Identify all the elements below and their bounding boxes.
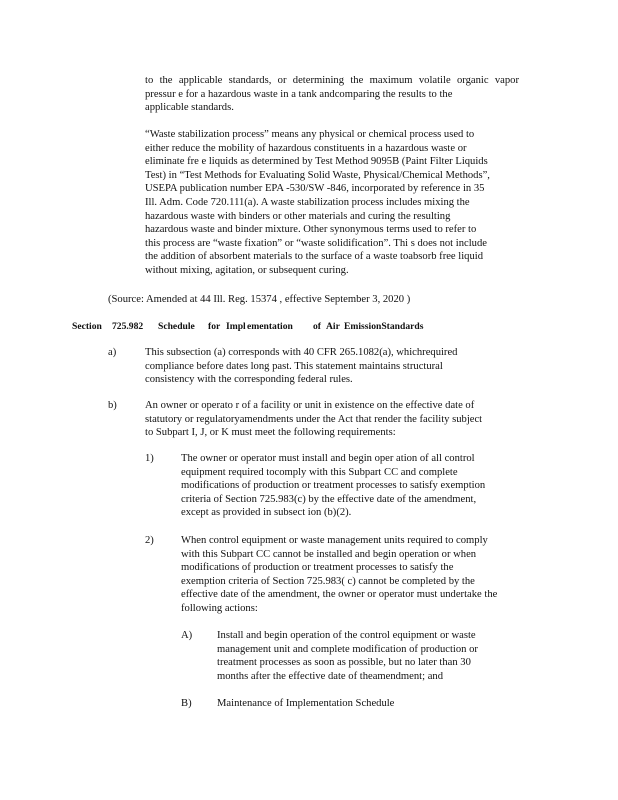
text-line: Test) in “Test Methods for Evaluating Solid Waste, Physical/Chemical Methods”, [145, 169, 490, 181]
text-line: this process are “waste fixation” or “waste solidification”. Thi s does not include [145, 237, 487, 249]
section-title-word: for [208, 321, 221, 332]
text-line: modifications of production or treatment processes to satisfy the [181, 562, 454, 574]
text-line: with this Subpart CC cannot be installed and begin operation or when [181, 548, 477, 560]
text-line: either reduce the mobility of hazardous constituents in a hazardous waste or [145, 142, 467, 154]
section-title-word: Schedule [158, 321, 195, 332]
definition-paragraph [145, 128, 525, 278]
item-1-marker: 1) [145, 453, 154, 464]
text-line: eliminate fre e liquids as determined by Test Method 9095B (Paint Filter Liquids [145, 156, 488, 168]
text-line: statutory or regulatoryamendments under the Act that render the facility subject [145, 413, 483, 425]
subitem-b-marker: B) [181, 698, 192, 709]
text-line: hazardous waste with binders or other materials and curing the resulting [145, 210, 451, 222]
section-title-word: Air [326, 321, 340, 332]
text-line: the addition of absorbent materials to the surface of a waste toabsorb free liquid [145, 251, 484, 263]
text-line: except as provided in subsect ion (b)(2). [181, 507, 352, 519]
text-line: When control equipment or waste management units required to comply [181, 535, 488, 546]
text-line: hazardous waste and binder mixture. Other synonymous terms used to refer to [145, 224, 477, 236]
text-line: management unit and complete modification of production or [217, 643, 478, 655]
text-line: treatment processes as soon as possible, but no later than 30 [217, 657, 471, 669]
item-2-text [181, 534, 539, 616]
item-2-marker: 2) [145, 535, 154, 546]
text-line: USEPA publication number EPA -530/SW -846, incorporated by reference in 35 [145, 183, 485, 195]
text-line: effective date of the amendment, the owner or operator must undertake the [181, 589, 498, 601]
subsection-a-text [145, 346, 505, 387]
text-line: The owner or operator must install and begin oper ation of all control [181, 453, 475, 464]
text-line: without mixing, agitation, or subsequent curing. [145, 264, 349, 276]
section-title-word: ementation [247, 321, 293, 332]
text-line: compliance before dates long past. This statement maintains structural [145, 360, 443, 372]
text-line: criteria of Section 725.983(c) by the effective date of the amendment, [181, 493, 477, 505]
text-line: applicable standards. [145, 102, 234, 114]
section-number: 725.982 [112, 321, 144, 332]
section-title-word: Impl [226, 321, 246, 332]
section-title-word: EmissionStandards [344, 321, 424, 332]
item-1-text [181, 452, 521, 520]
section-title-word: of [313, 321, 321, 332]
text-line: consistency with the corresponding federal rules. [145, 374, 353, 386]
text-line: equipment required tocomply with this Subpart CC and complete [181, 466, 458, 478]
text-line: to the applicable standards, or determining the maximum volatile organic vapor [145, 75, 519, 86]
intro-paragraph [145, 74, 519, 115]
text-line: Ill. Adm. Code 720.111(a). A waste stabilization process includes mixing the [145, 196, 470, 208]
text-line: modifications of production or treatment processes to satisfy exemption [181, 480, 486, 492]
subsection-a-marker: a) [108, 347, 117, 358]
text-line: pressur e for a hazardous waste in a tank andcomparing the results to the [145, 88, 453, 100]
text-line: An owner or operato r of a facility or unit in existence on the effective date of [145, 400, 475, 411]
subitem-b-text [217, 697, 515, 711]
text-line: Maintenance of Implementation Schedule [217, 698, 395, 709]
subitem-a-text [217, 629, 515, 683]
subitem-a-marker: A) [181, 630, 193, 641]
section-heading [0, 320, 618, 334]
text-line: Install and begin operation of the control equipment or waste [217, 630, 476, 641]
text-line: to Subpart I, J, or K must meet the following requirements: [145, 427, 396, 439]
section-label: Section [72, 321, 102, 332]
text-line: following actions: [181, 602, 258, 614]
text-line: This subsection (a) corresponds with 40 CFR 265.1082(a), whichrequired [145, 347, 458, 358]
subsection-b-marker: b) [108, 400, 117, 411]
source-note: (Source: Amended at 44 Ill. Reg. 15374 , effective September 3, 2020 ) [108, 294, 411, 305]
subsection-b-text [145, 399, 530, 440]
text-line: exemption criteria of Section 725.983( c) cannot be completed by the [181, 575, 475, 587]
text-line: “Waste stabilization process” means any physical or chemical process used to [145, 129, 475, 140]
text-line: months after the effective date of theamendment; and [217, 670, 444, 682]
